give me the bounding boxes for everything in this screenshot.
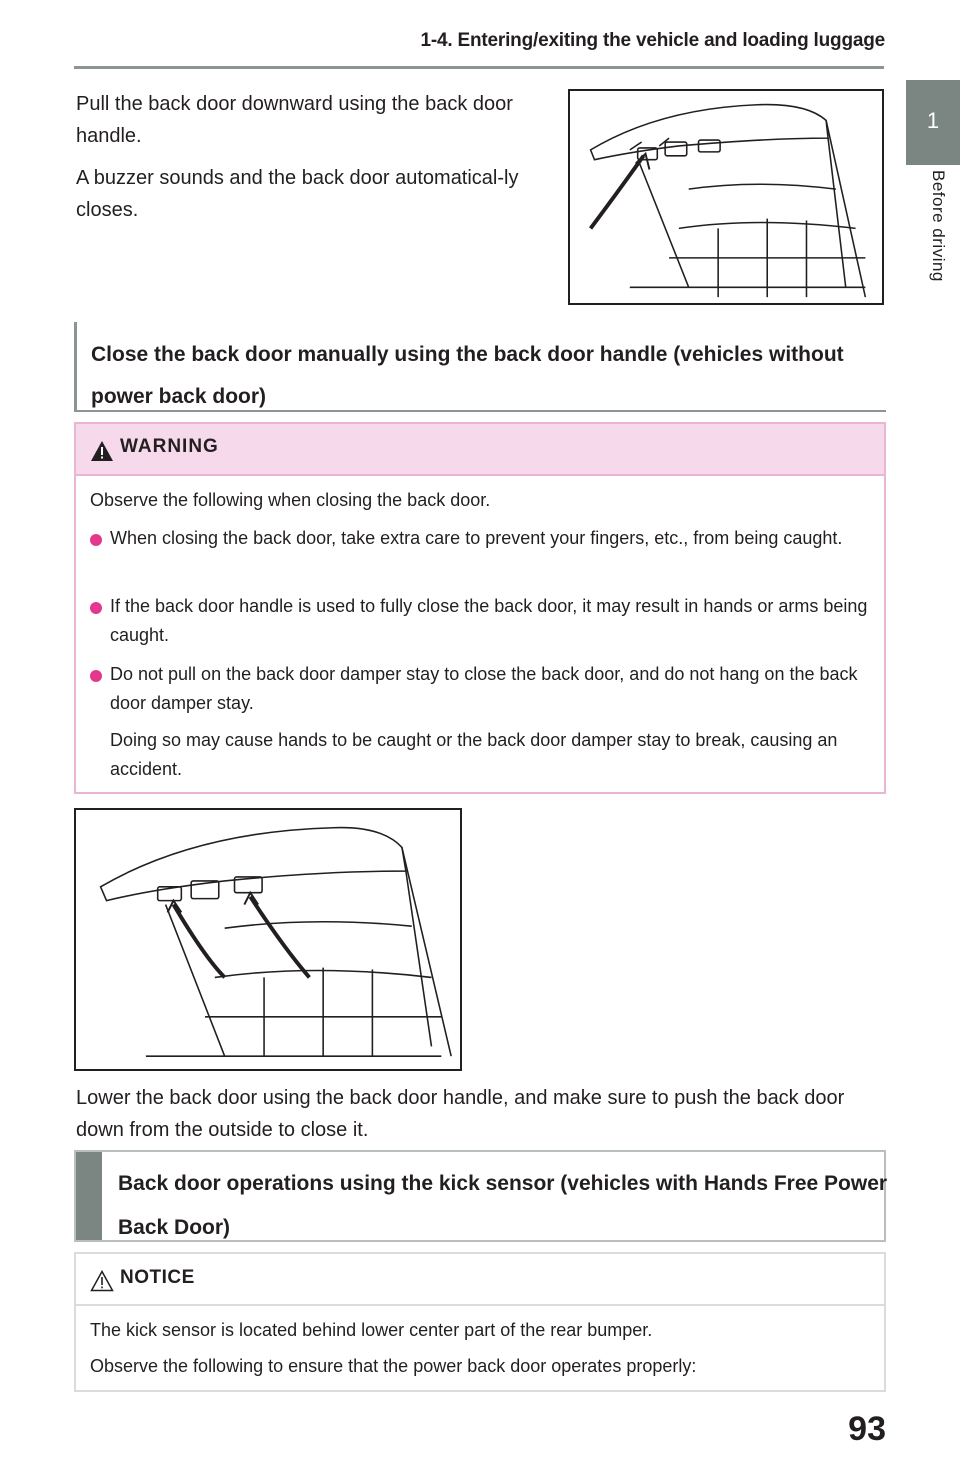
page-number: 93: [848, 1410, 886, 1448]
warning-item-2: If the back door handle is used to fully close the back door, it may result in hands or arms being caught.: [110, 596, 868, 645]
warning-item-3-detail: Doing so may cause hands to be caught or the back door damper stay to break, causing an accident.: [110, 730, 838, 779]
notice-line-2: Observe the following to ensure that the power back door operates properly:: [90, 1356, 697, 1376]
warning-title: WARNING: [120, 436, 219, 457]
warning-box: [74, 422, 886, 794]
section-heading-kick-sensor-text: Back door operations using the kick sensor (vehicles with Hands Free Power Back Door): [118, 1172, 888, 1239]
chapter-tab-label: Before driving: [929, 170, 948, 282]
warning-intro: Observe the following when closing the back door.: [90, 490, 491, 510]
notice-line-1: The kick sensor is located behind lower center part of the rear bumper.: [90, 1320, 653, 1340]
chapter-tab-number: 1: [926, 108, 940, 133]
warning-item-3: Do not pull on the back door damper stay to close the back door, and do not hang on the back door damper stay.: [110, 664, 858, 713]
section-header-title: 1-4. Entering/exiting the vehicle and loading luggage: [420, 30, 885, 51]
section-heading-manual-close: [74, 322, 886, 412]
intro-paragraph-1: Pull the back door downward using the back door handle.: [76, 93, 513, 147]
header-rule: [74, 66, 884, 69]
intro-paragraph-2: A buzzer sounds and the back door automatical-ly closes.: [76, 167, 519, 221]
notice-triangle-icon: [90, 1270, 114, 1292]
notice-box: [74, 1252, 886, 1392]
notice-header: [76, 1254, 884, 1306]
warning-item-1: When closing the back door, take extra care to prevent your fingers, etc., from being caught.: [110, 528, 843, 548]
manual-close-instruction: Lower the back door using the back door handle, and make sure to push the back door down from the outside to close it.: [76, 1087, 845, 1141]
warning-triangle-icon: [90, 440, 114, 462]
section-heading-manual-close-text: Close the back door manually using the back door handle (vehicles without power back door): [91, 343, 844, 408]
section-heading-bar: [76, 1152, 102, 1240]
warning-bullet-1: [90, 534, 102, 546]
notice-title: NOTICE: [120, 1267, 195, 1288]
warning-header: [76, 424, 884, 476]
back-door-handle-figure: [568, 89, 884, 305]
warning-bullet-2: [90, 602, 102, 614]
section-heading-kick-sensor: [74, 1150, 886, 1242]
manual-close-figure: [74, 808, 462, 1071]
warning-bullet-3: [90, 670, 102, 682]
